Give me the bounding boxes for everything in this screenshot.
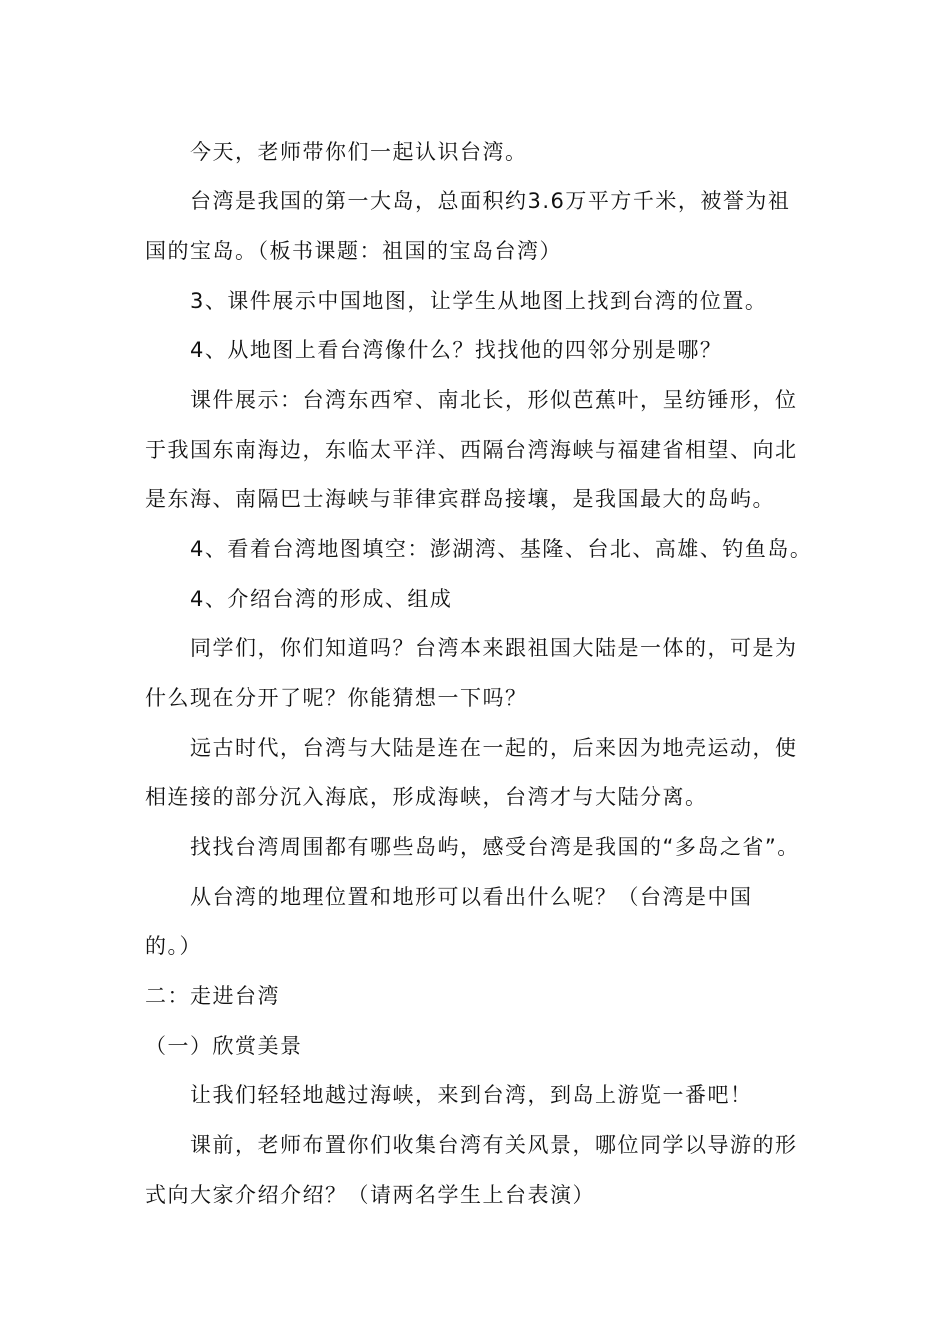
paragraph-line: 课件展示：台湾东西窄、南北长，形似芭蕉叶，呈纺锤形，位 [190,388,798,412]
paragraph-line: 从台湾的地理位置和地形可以看出什么呢？（台湾是中国 [190,885,753,909]
paragraph-line: 什么现在分开了呢？你能猜想一下吗？ [145,686,528,710]
paragraph-line: 于我国东南海边，东临太平洋、西隔台湾海峡与福建省相望、向北 [145,438,798,462]
paragraph-line: 台湾是我国的第一大岛，总面积约3.6万平方千米，被誉为祖 [190,189,791,213]
subsection-heading: （一）欣赏美景 [145,1034,303,1058]
paragraph-line: 3、课件展示中国地图，让学生从地图上找到台湾的位置。 [190,289,768,313]
paragraph-line: 让我们轻轻地越过海峡，来到台湾，到岛上游览一番吧！ [190,1083,753,1107]
paragraph-line: 是东海、南隔巴士海峡与菲律宾群岛接壤，是我国最大的岛屿。 [145,487,775,511]
section-heading: 二：走进台湾 [145,984,280,1008]
paragraph-line: 课前，老师布置你们收集台湾有关风景，哪位同学以导游的形 [190,1133,798,1157]
paragraph-line: 今天，老师带你们一起认识台湾。 [190,140,528,164]
paragraph-line: 相连接的部分沉入海底，形成海峡，台湾才与大陆分离。 [145,785,708,809]
paragraph-line: 远古时代，台湾与大陆是连在一起的，后来因为地壳运动，使 [190,736,798,760]
paragraph-line: 国的宝岛。（板书课题：祖国的宝岛台湾） [145,239,562,263]
paragraph-line: 同学们，你们知道吗？台湾本来跟祖国大陆是一体的，可是为 [190,636,798,660]
paragraph-line: 4、介绍台湾的形成、组成 [190,587,453,611]
paragraph-line: 式向大家介绍介绍？（请两名学生上台表演） [145,1183,595,1207]
paragraph-line: 4、看着台湾地图填空：澎湖湾、基隆、台北、高雄、钓鱼岛。 [190,537,813,561]
paragraph-line: 4、从地图上看台湾像什么？找找他的四邻分别是哪？ [190,338,723,362]
paragraph-line: 的。） [145,934,202,958]
paragraph-line: 找找台湾周围都有哪些岛屿，感受台湾是我国的“多岛之省”。 [190,835,800,859]
